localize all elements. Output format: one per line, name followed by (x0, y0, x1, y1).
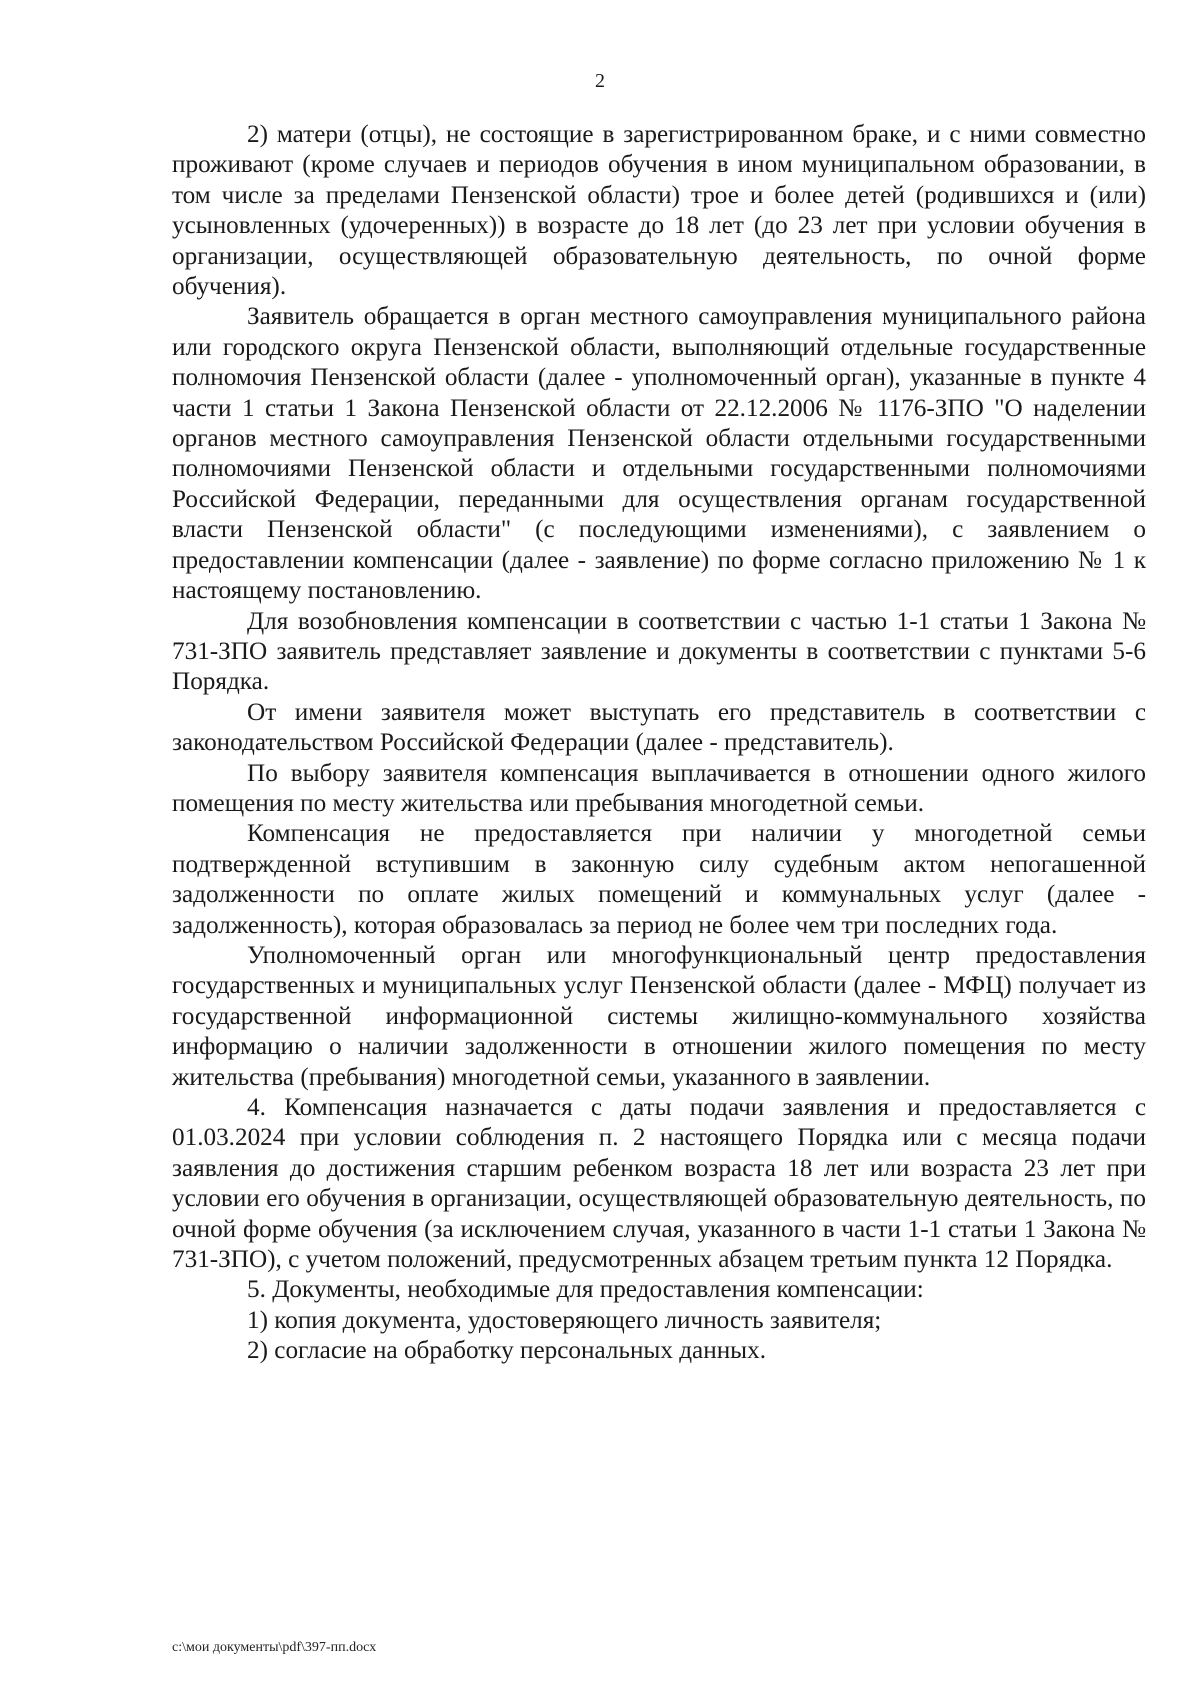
paragraph-debt-exclusion: Компенсация не предоставляется при наличии у многодетной семьи подтвержденной вступившим в законную силу судебным актом непогашенной задолженности по оплате жилых помещений и коммунальных услуг (далее - задолженность), которая образовалась за период не более чем три последних года. (172, 820, 1146, 939)
document-body (172, 120, 1146, 1367)
paragraph-single-dwelling: По выбору заявителя компенсация выплачивается в отношении одного жилого помещения по месту жительства или пребывания многодетной семьи. (172, 759, 1146, 817)
paragraph-mfc-information: Уполномоченный орган или многофункциональный центр предоставления государственных и муниципальных услуг Пензенской области (далее - МФЦ) получает из государственной информационной системы жилищно-коммунального хозяйства информацию о наличии задолженности в отношении жилого помещения по месту жительства (пребывания) многодетной семьи, указанного в заявлении. (172, 941, 1146, 1091)
page-number: 2 (595, 70, 605, 92)
paragraph-item-4-assignment: 4. Компенсация назначается с даты подачи заявления и предоставляется с 01.03.2024 при условии соблюдения п. 2 настоящего Порядка или с месяца подачи заявления до достижения старшим ребенком возраста 18 лет или возраста 23 лет при условии его обучения в организации, осуществляющей образовательную деятельность, по очной форме обучения (за исключением случая, указанного в части 1-1 статьи 1 Закона № 731-ЗПО), с учетом положений, предусмотренных абзацем третьим пункта 12 Порядка. (172, 1094, 1146, 1274)
paragraph-representative: От имени заявителя может выступать его представитель в соответствии с законодательством Российской Федерации (далее - представитель). (172, 698, 1146, 757)
paragraph-compensation-resumption: Для возобновления компенсации в соответствии с частью 1-1 статьи 1 Закона № 731-ЗПО заявитель представляет заявление и документы в соответствии с пунктами 5-6 Порядка. (172, 607, 1146, 696)
paragraph-applicant-appeal: Заявитель обращается в орган местного самоуправления муниципального района или городского округа Пензенской области, выполняющий отдельные государственные полномочия Пензенской области (далее - уполномоченный орган), указанные в пункте 4 части 1 статьи 1 Закона Пензенской области от 22.12.2006 № 1176-ЗПО "О наделении органов местного самоуправления Пензенской области отдельными государственными полномочиями Пензенской области и отдельными государственными полномочиями Российской Федерации, переданными для осуществления органам государственной власти Пензенской области" (с последующими изменениями), с заявлением о предоставлении компенсации (далее - заявление) по форме согласно приложению № 1 к настоящему постановлению. (172, 303, 1146, 605)
paragraph-mothers-fathers: 2) матери (отцы), не состоящие в зарегистрированном браке, и с ними совместно проживают (кроме случаев и периодов обучения в ином муниципальном образовании, в том числе за пределами Пензенской области) трое и более детей (родившихся и (или) усыновленных (удочеренных)) в возрасте до 18 лет (до 23 лет при условии обучения в организации, осуществляющей образовательную деятельность, по очной форме обучения). (172, 121, 1146, 301)
list-item-personal-data-consent: 2) согласие на обработку персональных данных. (247, 1337, 766, 1365)
footer-file-path: c:\мои документы\pdf\397-пп.docx (172, 1640, 377, 1655)
list-item-identity-document: 1) копия документа, удостоверяющего личность заявителя; (247, 1306, 882, 1334)
paragraph-item-5-documents: 5. Документы, необходимые для предоставления компенсации: (247, 1276, 924, 1304)
